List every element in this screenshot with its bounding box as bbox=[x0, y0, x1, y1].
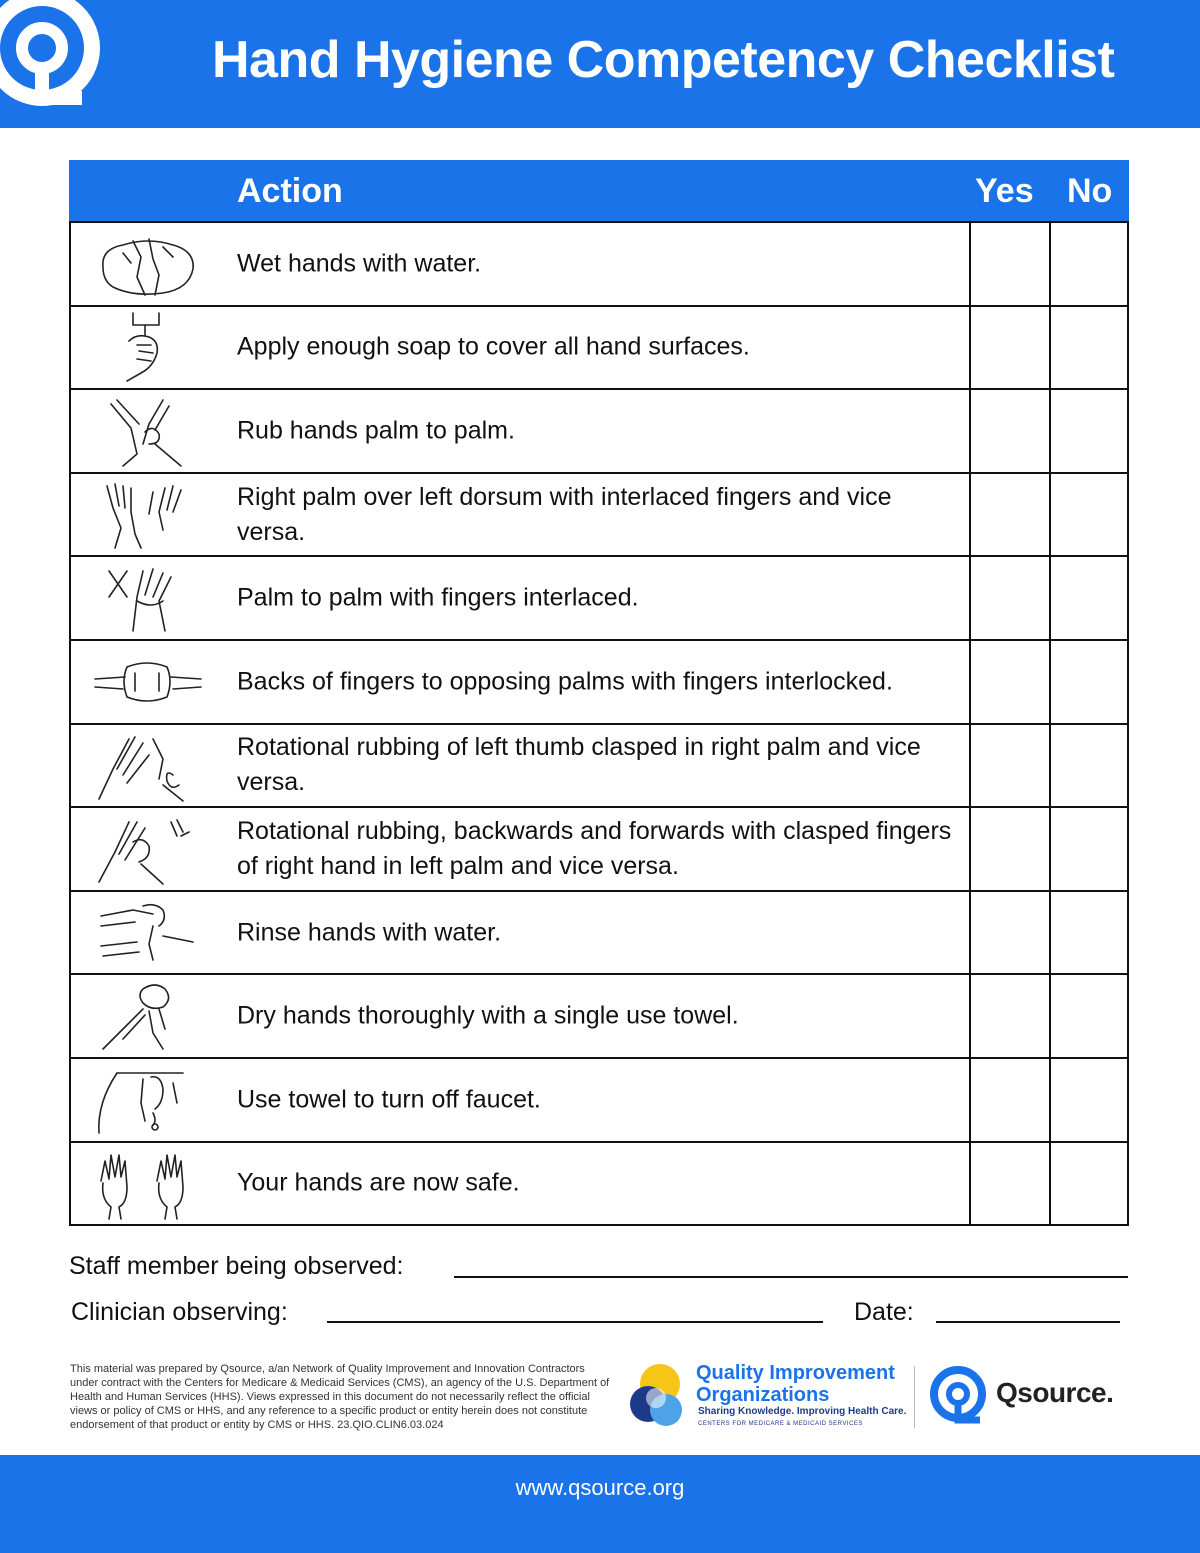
table-row bbox=[71, 388, 1127, 472]
palm-to-palm-icon bbox=[93, 394, 203, 468]
safe-hands-icon bbox=[93, 1147, 203, 1221]
yes-checkbox[interactable] bbox=[969, 390, 1049, 472]
qio-logo bbox=[626, 1358, 906, 1436]
table-row bbox=[71, 639, 1127, 723]
table-row bbox=[71, 472, 1127, 556]
yes-checkbox[interactable] bbox=[969, 307, 1049, 389]
no-checkbox[interactable] bbox=[1049, 725, 1129, 807]
table-body bbox=[69, 221, 1129, 1226]
no-checkbox[interactable] bbox=[1049, 390, 1129, 472]
row-action-text: Rub hands palm to palm. bbox=[237, 416, 515, 445]
yes-checkbox[interactable] bbox=[969, 725, 1049, 807]
footer-banner bbox=[0, 1455, 1200, 1553]
no-checkbox[interactable] bbox=[1049, 557, 1129, 639]
dry-hands-icon bbox=[93, 979, 203, 1053]
column-header-action: Action bbox=[237, 172, 343, 210]
row-action-text: Right palm over left dorsum with interlaced fingers and vice versa. bbox=[237, 482, 892, 546]
no-checkbox[interactable] bbox=[1049, 307, 1129, 389]
qio-tagline: Sharing Knowledge. Improving Health Care. bbox=[698, 1406, 907, 1417]
towel-faucet-icon bbox=[93, 1063, 203, 1137]
table-row bbox=[71, 890, 1127, 974]
clinician-observing-line[interactable] bbox=[327, 1321, 823, 1323]
qio-title-line1: Quality Improvement bbox=[696, 1362, 895, 1384]
row-action-text: Apply enough soap to cover all hand surfaces. bbox=[237, 332, 750, 361]
no-checkbox[interactable] bbox=[1049, 223, 1129, 305]
yes-checkbox[interactable] bbox=[969, 892, 1049, 974]
no-checkbox[interactable] bbox=[1049, 474, 1129, 556]
checklist-table bbox=[69, 160, 1129, 1226]
no-checkbox[interactable] bbox=[1049, 808, 1129, 890]
logo-divider bbox=[914, 1366, 915, 1428]
no-checkbox[interactable] bbox=[1049, 975, 1129, 1057]
yes-checkbox[interactable] bbox=[969, 641, 1049, 723]
yes-checkbox[interactable] bbox=[969, 474, 1049, 556]
qsource-wordmark: Qsource. bbox=[996, 1377, 1114, 1408]
row-action-text: Your hands are now safe. bbox=[237, 1168, 520, 1197]
disclaimer-text: This material was prepared by Qsource, a/an Network of Quality Improvement and Innovation Contractors under contract with the Centers for Medicare & Medicaid Services (CMS), an agency of the U.S. Department of Health and Human Services (HHS). Views expressed in this document do not necessarily reflect the official views or policy of CMS or HHS, and any reference to a specific product or entity herein does not constitute endorsement of that product or entity by CMS or HHS. 23.QIO.CLIN6.03.024 bbox=[70, 1363, 610, 1431]
backs-of-fingers-icon bbox=[93, 645, 203, 719]
qsource-logo bbox=[926, 1362, 1126, 1430]
wet-hands-icon bbox=[93, 227, 203, 301]
row-action-text: Rinse hands with water. bbox=[237, 918, 502, 947]
row-action-text: Backs of fingers to opposing palms with fingers interlocked. bbox=[237, 667, 893, 696]
fingers-interlaced-icon bbox=[93, 561, 203, 635]
qio-subtext: CENTERS FOR MEDICARE & MEDICAID SERVICES bbox=[698, 1421, 863, 1427]
table-row bbox=[71, 555, 1127, 639]
table-row bbox=[71, 1057, 1127, 1141]
no-checkbox[interactable] bbox=[1049, 892, 1129, 974]
yes-checkbox[interactable] bbox=[969, 223, 1049, 305]
staff-observed-label: Staff member being observed: bbox=[69, 1252, 404, 1280]
footer-website-link[interactable]: www.qsource.org bbox=[515, 1475, 685, 1500]
row-action-text: Rotational rubbing, backwards and forwards with clasped fingers of right hand in left palm and vice versa. bbox=[237, 816, 952, 880]
yes-checkbox[interactable] bbox=[969, 808, 1049, 890]
row-action-text: Dry hands thoroughly with a single use towel. bbox=[237, 1001, 739, 1030]
fingertips-rub-icon bbox=[93, 812, 203, 886]
yes-checkbox[interactable] bbox=[969, 1059, 1049, 1141]
header-banner bbox=[0, 0, 1200, 128]
date-label: Date: bbox=[854, 1298, 914, 1326]
row-action-text: Palm to palm with fingers interlaced. bbox=[237, 583, 639, 612]
table-row bbox=[71, 305, 1127, 389]
staff-observed-line[interactable] bbox=[454, 1276, 1128, 1278]
row-action-text: Rotational rubbing of left thumb clasped in right palm and vice versa. bbox=[237, 733, 921, 797]
column-header-no: No bbox=[1067, 172, 1113, 210]
yes-checkbox[interactable] bbox=[969, 1143, 1049, 1225]
row-action-text: Wet hands with water. bbox=[237, 249, 482, 278]
no-checkbox[interactable] bbox=[1049, 641, 1129, 723]
no-checkbox[interactable] bbox=[1049, 1059, 1129, 1141]
rinse-hands-icon bbox=[93, 896, 203, 970]
table-row bbox=[71, 221, 1127, 305]
qio-title-line2: Organizations bbox=[696, 1384, 830, 1406]
palm-over-dorsum-icon bbox=[93, 478, 203, 552]
page-title: Hand Hygiene Competency Checklist bbox=[212, 31, 1115, 89]
clinician-observing-label: Clinician observing: bbox=[71, 1298, 288, 1326]
table-row bbox=[71, 1141, 1127, 1225]
apply-soap-icon bbox=[93, 311, 203, 385]
table-row bbox=[71, 806, 1127, 890]
yes-checkbox[interactable] bbox=[969, 557, 1049, 639]
qsource-mark-icon bbox=[926, 1362, 994, 1430]
date-line[interactable] bbox=[936, 1321, 1120, 1323]
table-header bbox=[69, 160, 1129, 221]
table-row bbox=[71, 723, 1127, 807]
qsource-q-icon bbox=[0, 0, 120, 126]
no-checkbox[interactable] bbox=[1049, 1143, 1129, 1225]
qio-circles-icon bbox=[626, 1360, 694, 1432]
yes-checkbox[interactable] bbox=[969, 975, 1049, 1057]
row-action-text: Use towel to turn off faucet. bbox=[237, 1085, 541, 1114]
column-header-yes: Yes bbox=[975, 172, 1034, 210]
thumb-rub-icon bbox=[93, 729, 203, 803]
table-row bbox=[71, 973, 1127, 1057]
